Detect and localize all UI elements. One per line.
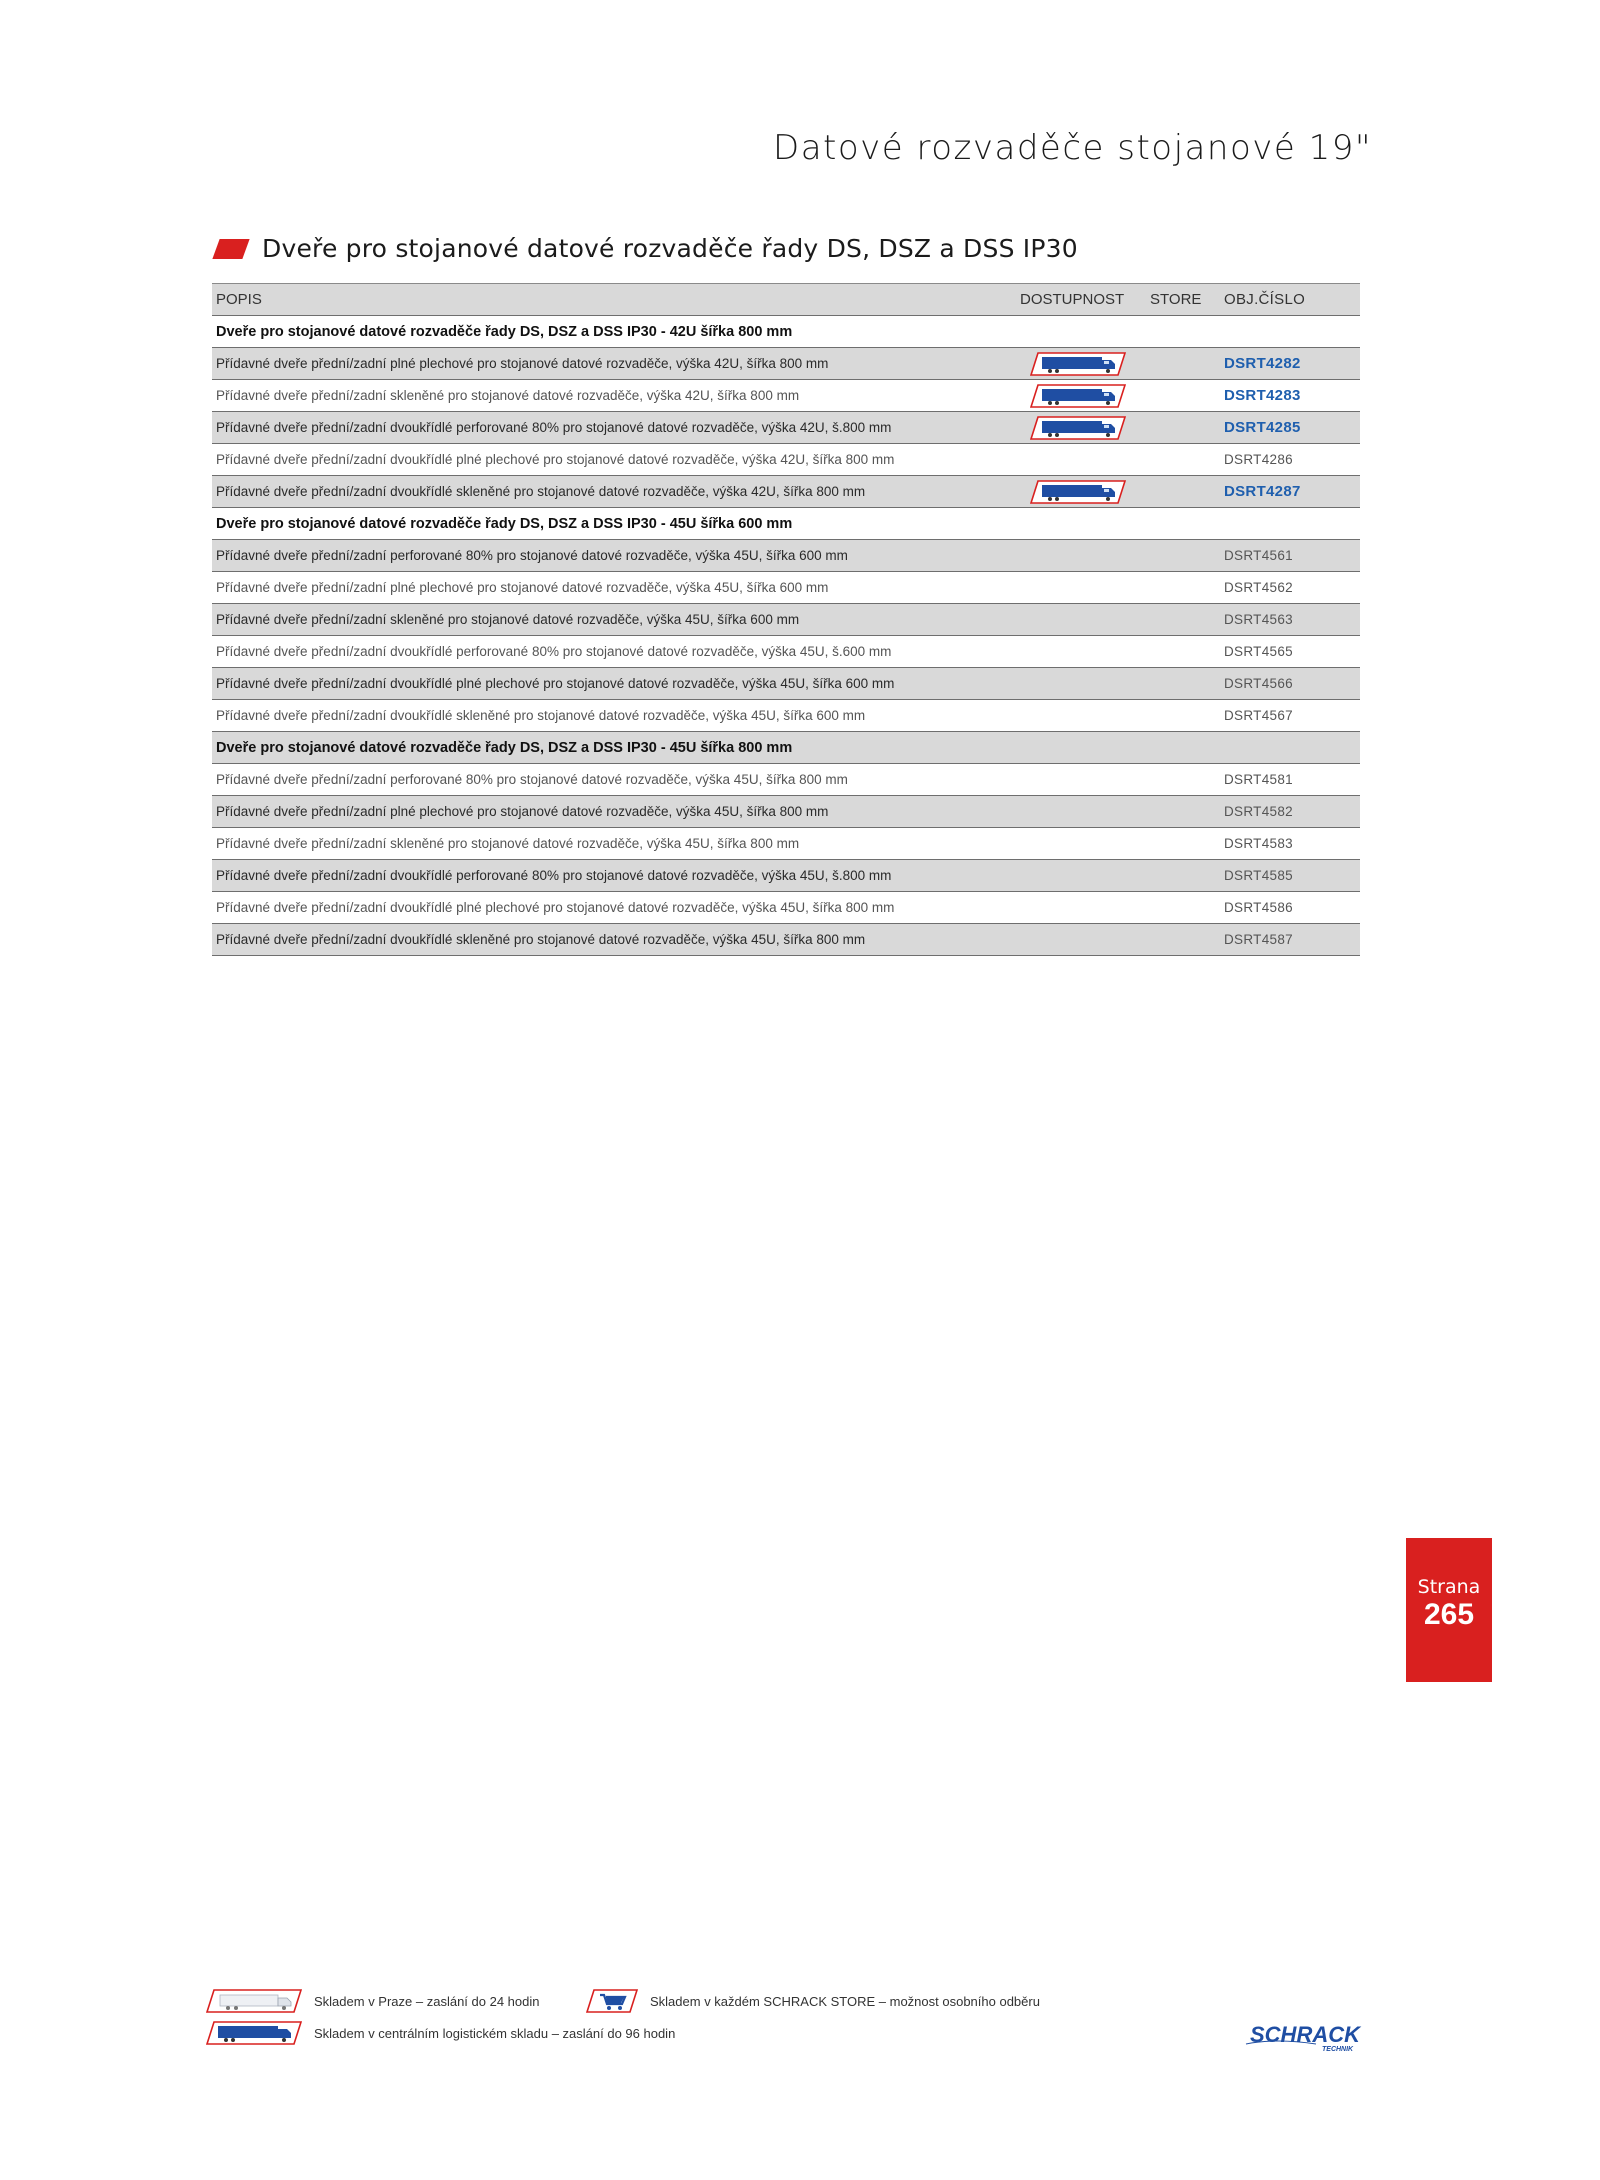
item-description: Přídavné dveře přední/zadní dvoukřídlé plné plechové pro stojanové datové rozvaděče, výška 42U, šířka 800 mm <box>216 452 895 467</box>
table-row <box>212 572 1360 604</box>
page-label: Strana <box>1417 1576 1481 1598</box>
order-code: DSRT4566 <box>1224 676 1293 691</box>
legend-prague <box>206 1988 539 2014</box>
order-code: DSRT4585 <box>1224 868 1293 883</box>
item-description: Přídavné dveře přední/zadní dvoukřídlé perforované 80% pro stojanové datové rozvaděče, výška 42U, š.800 mm <box>216 420 892 435</box>
item-description: Přídavné dveře přední/zadní dvoukřídlé perforované 80% pro stojanové datové rozvaděče, výška 45U, š.800 mm <box>216 868 892 883</box>
table-row <box>212 604 1360 636</box>
truck-icon <box>1030 415 1126 441</box>
order-code: DSRT4582 <box>1224 804 1293 819</box>
table-row <box>212 636 1360 668</box>
table-row <box>212 860 1360 892</box>
section-header <box>212 234 1078 263</box>
table-header <box>212 284 1360 316</box>
order-code[interactable]: DSRT4287 <box>1224 483 1301 500</box>
order-code: DSRT4565 <box>1224 644 1293 659</box>
header-description: POPIS <box>216 291 262 308</box>
order-code: DSRT4586 <box>1224 900 1293 915</box>
table-row <box>212 476 1360 508</box>
central-truck-icon <box>206 2020 302 2046</box>
header-availability: DOSTUPNOST <box>1020 291 1125 308</box>
group-header <box>212 732 1360 764</box>
table-row <box>212 540 1360 572</box>
order-code: DSRT4562 <box>1224 580 1293 595</box>
order-code: DSRT4563 <box>1224 612 1293 627</box>
legend-central <box>206 2020 675 2046</box>
item-description: Přídavné dveře přední/zadní skleněné pro stojanové datové rozvaděče, výška 42U, šířka 800 mm <box>216 388 800 403</box>
table-row <box>212 828 1360 860</box>
availability-cell <box>1020 415 1150 441</box>
availability-cell <box>1020 351 1150 377</box>
item-description: Přídavné dveře přední/zadní dvoukřídlé plné plechové pro stojanové datové rozvaděče, výška 45U, šířka 800 mm <box>216 900 895 915</box>
truck-icon <box>1030 383 1126 409</box>
group-title: Dveře pro stojanové datové rozvaděče řady DS, DSZ a DSS IP30 - 42U šířka 800 mm <box>216 323 793 340</box>
logo-text: SCHRACK <box>1250 2022 1360 2047</box>
legend-prague-text: Skladem v Praze – zaslání do 24 hodin <box>314 1993 540 2009</box>
item-description: Přídavné dveře přední/zadní dvoukřídlé skleněné pro stojanové datové rozvaděče, výška 45U, šířka 800 mm <box>216 932 866 947</box>
item-description: Přídavné dveře přední/zadní dvoukřídlé skleněné pro stojanové datové rozvaděče, výška 45U, šířka 600 mm <box>216 708 866 723</box>
table-row <box>212 668 1360 700</box>
group-header <box>212 508 1360 540</box>
availability-cell <box>1020 383 1150 409</box>
table-row <box>212 412 1360 444</box>
table-row <box>212 380 1360 412</box>
item-description: Přídavné dveře přední/zadní skleněné pro stojanové datové rozvaděče, výška 45U, šířka 800 mm <box>216 836 800 851</box>
table-row <box>212 892 1360 924</box>
page-number-badge <box>1406 1538 1492 1682</box>
item-description: Přídavné dveře přední/zadní plné plechové pro stojanové datové rozvaděče, výška 42U, šířka 800 mm <box>216 356 829 371</box>
table-row <box>212 796 1360 828</box>
order-code[interactable]: DSRT4282 <box>1224 355 1301 372</box>
item-description: Přídavné dveře přední/zadní plné plechové pro stojanové datové rozvaděče, výška 45U, šířka 800 mm <box>216 804 829 819</box>
schrack-logo <box>1244 2020 1370 2054</box>
item-description: Přídavné dveře přední/zadní dvoukřídlé perforované 80% pro stojanové datové rozvaděče, výška 45U, š.600 mm <box>216 644 892 659</box>
item-description: Přídavné dveře přední/zadní perforované 80% pro stojanové datové rozvaděče, výška 45U, šířka 600 mm <box>216 548 848 563</box>
section-marker-icon <box>212 239 249 259</box>
order-code[interactable]: DSRT4285 <box>1224 419 1301 436</box>
item-description: Přídavné dveře přední/zadní skleněné pro stojanové datové rozvaděče, výška 45U, šířka 600 mm <box>216 612 800 627</box>
availability-cell <box>1020 479 1150 505</box>
order-code[interactable]: DSRT4283 <box>1224 387 1301 404</box>
logo-sub-text: TECHNIK <box>1322 2046 1354 2053</box>
order-code: DSRT4583 <box>1224 836 1293 851</box>
legend-central-text: Skladem v centrálním logistickém skladu – zaslání do 96 hodin <box>314 2025 676 2041</box>
table-row <box>212 764 1360 796</box>
table-row <box>212 700 1360 732</box>
page-title: Datové rozvaděče stojanové 19" <box>773 128 1372 168</box>
header-code: OBJ.ČÍSLO <box>1224 291 1306 308</box>
cart-icon <box>586 1988 638 2014</box>
group-title: Dveře pro stojanové datové rozvaděče řady DS, DSZ a DSS IP30 - 45U šířka 600 mm <box>216 515 793 532</box>
prague-truck-icon <box>206 1988 302 2014</box>
page-number: 265 <box>1423 1598 1475 1631</box>
table-row <box>212 348 1360 380</box>
item-description: Přídavné dveře přední/zadní dvoukřídlé skleněné pro stojanové datové rozvaděče, výška 42U, šířka 800 mm <box>216 484 866 499</box>
header-store: STORE <box>1150 291 1202 308</box>
legend-store-text: Skladem v každém SCHRACK STORE – možnost osobního odběru <box>650 1993 1040 2009</box>
order-code: DSRT4587 <box>1224 932 1293 947</box>
item-description: Přídavné dveře přední/zadní perforované 80% pro stojanové datové rozvaděče, výška 45U, šířka 800 mm <box>216 772 848 787</box>
item-description: Přídavné dveře přední/zadní dvoukřídlé plné plechové pro stojanové datové rozvaděče, výška 45U, šířka 600 mm <box>216 676 895 691</box>
order-code: DSRT4581 <box>1224 772 1293 787</box>
truck-icon <box>1030 479 1126 505</box>
product-table <box>212 283 1360 956</box>
order-code: DSRT4286 <box>1224 452 1293 467</box>
truck-icon <box>1030 351 1126 377</box>
table-row <box>212 924 1360 956</box>
legend-store <box>586 1988 1040 2014</box>
order-code: DSRT4567 <box>1224 708 1293 723</box>
section-title: Dveře pro stojanové datové rozvaděče řady DS, DSZ a DSS IP30 <box>262 234 1078 263</box>
group-title: Dveře pro stojanové datové rozvaděče řady DS, DSZ a DSS IP30 - 45U šířka 800 mm <box>216 739 793 756</box>
table-row <box>212 444 1360 476</box>
order-code: DSRT4561 <box>1224 548 1293 563</box>
item-description: Přídavné dveře přední/zadní plné plechové pro stojanové datové rozvaděče, výška 45U, šířka 600 mm <box>216 580 829 595</box>
group-header <box>212 316 1360 348</box>
